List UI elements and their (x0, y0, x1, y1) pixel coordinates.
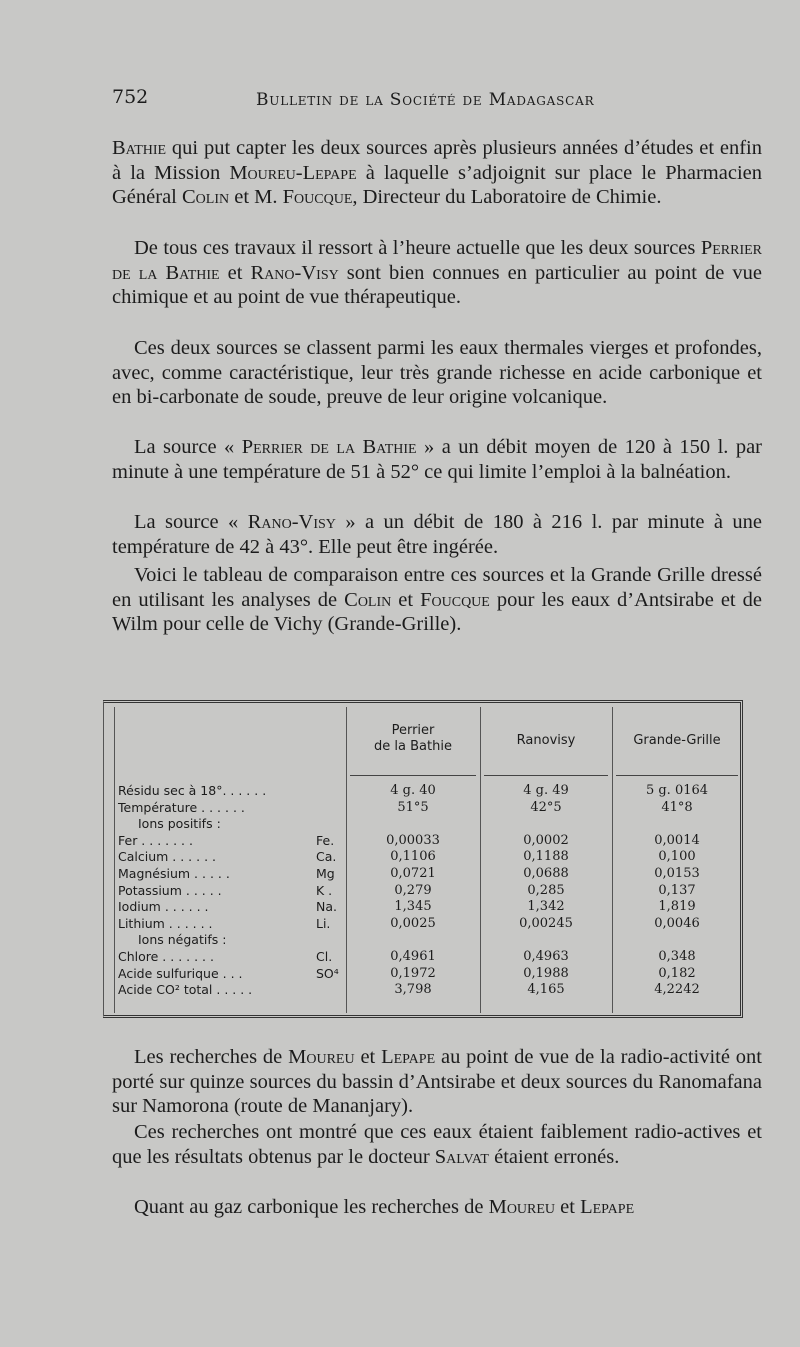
table-cell: 0,0688 (523, 866, 569, 881)
row-label-text: Chlore . . . . . . . (118, 949, 214, 964)
table-cell: 41°8 (661, 799, 693, 815)
table-cell: 4 g. 49 (523, 783, 569, 798)
table-cell: 1,342 (527, 899, 565, 915)
table-cell: 0,0014 (654, 832, 700, 848)
table-row-label (118, 984, 348, 996)
row-label-text: Acide CO² total . . . . . (118, 982, 253, 998)
paragraph-1: Bathie qui put capter les deux sources après plusieurs années d’études et enfin à la Mission Moureu-Lepape à laquelle s’adjoignit sur place le Pharmacien Général Colin et M. Foucque, Directeur du Laboratoire de Chimie. (112, 137, 762, 209)
row-symbol: Ca. (316, 849, 337, 865)
row-label-text: Température . . . . . . (118, 799, 245, 815)
row-symbol: Mg (316, 866, 335, 881)
table-row-label (118, 818, 348, 830)
table-row-label (118, 785, 348, 797)
table-cell: 0,0046 (654, 915, 700, 931)
table-cell: 1,345 (394, 899, 432, 915)
paragraph-8: Ces recherches ont montré que ces eaux étaient faiblement radio-actives et que les résultats obtenus par le docteur Salvat étaient erronés. (112, 1121, 762, 1168)
row-symbol: Li. (316, 915, 331, 931)
table-cell: 4 g. 40 (390, 783, 436, 798)
table-cell: 1,819 (658, 899, 696, 915)
table-cell: 0,279 (394, 882, 432, 898)
row-symbol: Na. (316, 899, 337, 915)
table-cell: 0,1188 (523, 849, 569, 865)
table-cell: 4,165 (527, 982, 565, 998)
table-row-label (118, 832, 348, 848)
table-row-label (118, 868, 348, 880)
column-header-perrier: Perrier de la Bathie (374, 723, 452, 754)
paragraph-6: Voici le tableau de comparaison entre ces sources et la Grande Grille dressé en utilisant les analyses de Colin et Foucque pour les eaux d’Antsirabe et de Wilm pour celle de Vichy (Grande-Grille). (112, 564, 762, 636)
row-label-text: Ions positifs : (138, 816, 221, 832)
name-bathie: Bathie (112, 137, 167, 159)
header-rule (616, 775, 738, 776)
table-cell: 0,4961 (390, 949, 436, 964)
table-cell: 0,100 (658, 849, 696, 865)
table-cell: 0,00033 (386, 832, 440, 848)
column-header-ranovisy: Ranovisy (516, 733, 576, 748)
row-label-text: Lithium . . . . . . (118, 915, 213, 931)
table-cell: 0,0721 (390, 866, 436, 881)
table-cell: 3,798 (394, 982, 432, 998)
row-label-text: Potassium . . . . . (118, 882, 222, 898)
table-cell: 0,0025 (390, 915, 436, 931)
table-row-label (118, 915, 348, 931)
table-row-label (118, 882, 348, 898)
table-row-label (118, 951, 348, 963)
paragraph-7: Les recherches de Moureu et Lepape au point de vue de la radio-activité ont porté sur quinze sources du bassin d’Antsirabe et deux sources du Ranomafana sur Namorona (route de Mananjary). (112, 1046, 762, 1118)
table-cell: 51°5 (397, 799, 429, 815)
table-cell: 0,1972 (390, 965, 436, 981)
paragraph-5: La source « Rano-Visy » a un débit de 180 à 216 l. par minute à une température de 42 à 43°. Elle peut être ingérée. (112, 511, 762, 558)
paragraph-3: Ces deux sources se classent parmi les eaux thermales vierges et profondes, avec, comme caractéristique, leur très grande richesse en acide carbonique et en bi-carbonate de soude, preuve de leur origine volcanique. (112, 337, 762, 409)
row-label-text: Acide sulfurique . . . (118, 965, 243, 981)
row-symbol: SO⁴ (316, 965, 339, 981)
page-number: 752 (112, 86, 149, 108)
row-label-text: Iodium . . . . . . (118, 899, 209, 915)
row-symbol: Cl. (316, 949, 333, 964)
table-cell: 0,285 (527, 882, 565, 898)
table-cell: 4,2242 (654, 982, 700, 998)
table-cell: 0,137 (658, 882, 696, 898)
table-cell: 0,4963 (523, 949, 569, 964)
table-cell: 0,0153 (654, 866, 700, 881)
row-label-text: Fer . . . . . . . (118, 832, 193, 848)
header-rule (350, 775, 476, 776)
table-row-label (118, 851, 348, 863)
table-rule (114, 707, 115, 1013)
table-row-label (118, 934, 348, 946)
column-separator (612, 707, 613, 1013)
table-row-label (118, 799, 348, 815)
column-separator (480, 707, 481, 1013)
table-row-label (118, 965, 348, 981)
table-cell: 0,1106 (390, 849, 436, 865)
table-cell: 42°5 (530, 799, 562, 815)
row-label-text: Résidu sec à 18°. . . . . . (118, 783, 267, 798)
row-symbol: K . (316, 882, 333, 898)
comparison-table (103, 700, 743, 1018)
paragraph-2: De tous ces travaux il ressort à l’heure actuelle que les deux sources Perrier de la Bathie et Rano-Visy sont bien connues en particulier au point de vue chimique et au point de vue thérapeutique. (112, 237, 762, 309)
table-cell: 0,182 (658, 965, 696, 981)
table-cell: 0,1988 (523, 965, 569, 981)
header-rule (484, 775, 608, 776)
row-label-text: Calcium . . . . . . (118, 849, 216, 865)
table-cell: 0,348 (658, 949, 696, 964)
column-header-grande-grille: Grande-Grille (633, 733, 721, 748)
table-cell: 0,00245 (519, 915, 573, 931)
paragraph-4: La source « Perrier de la Bathie » a un débit moyen de 120 à 150 l. par minute à une température de 51 à 52° ce qui limite l’emploi à la balnéation. (112, 436, 763, 483)
row-label-text: Ions négatifs : (138, 932, 227, 948)
table-cell: 0,0002 (523, 832, 569, 848)
row-symbol: Fe. (316, 832, 335, 848)
running-title: Bulletin de la Société de Madagascar (256, 90, 595, 110)
table-row-label (118, 901, 348, 913)
paragraph-9: Quant au gaz carbonique les recherches de Moureu et Lepape (134, 1196, 635, 1218)
row-label-text: Magnésium . . . . . (118, 866, 230, 881)
table-cell: 5 g. 0164 (645, 783, 709, 798)
